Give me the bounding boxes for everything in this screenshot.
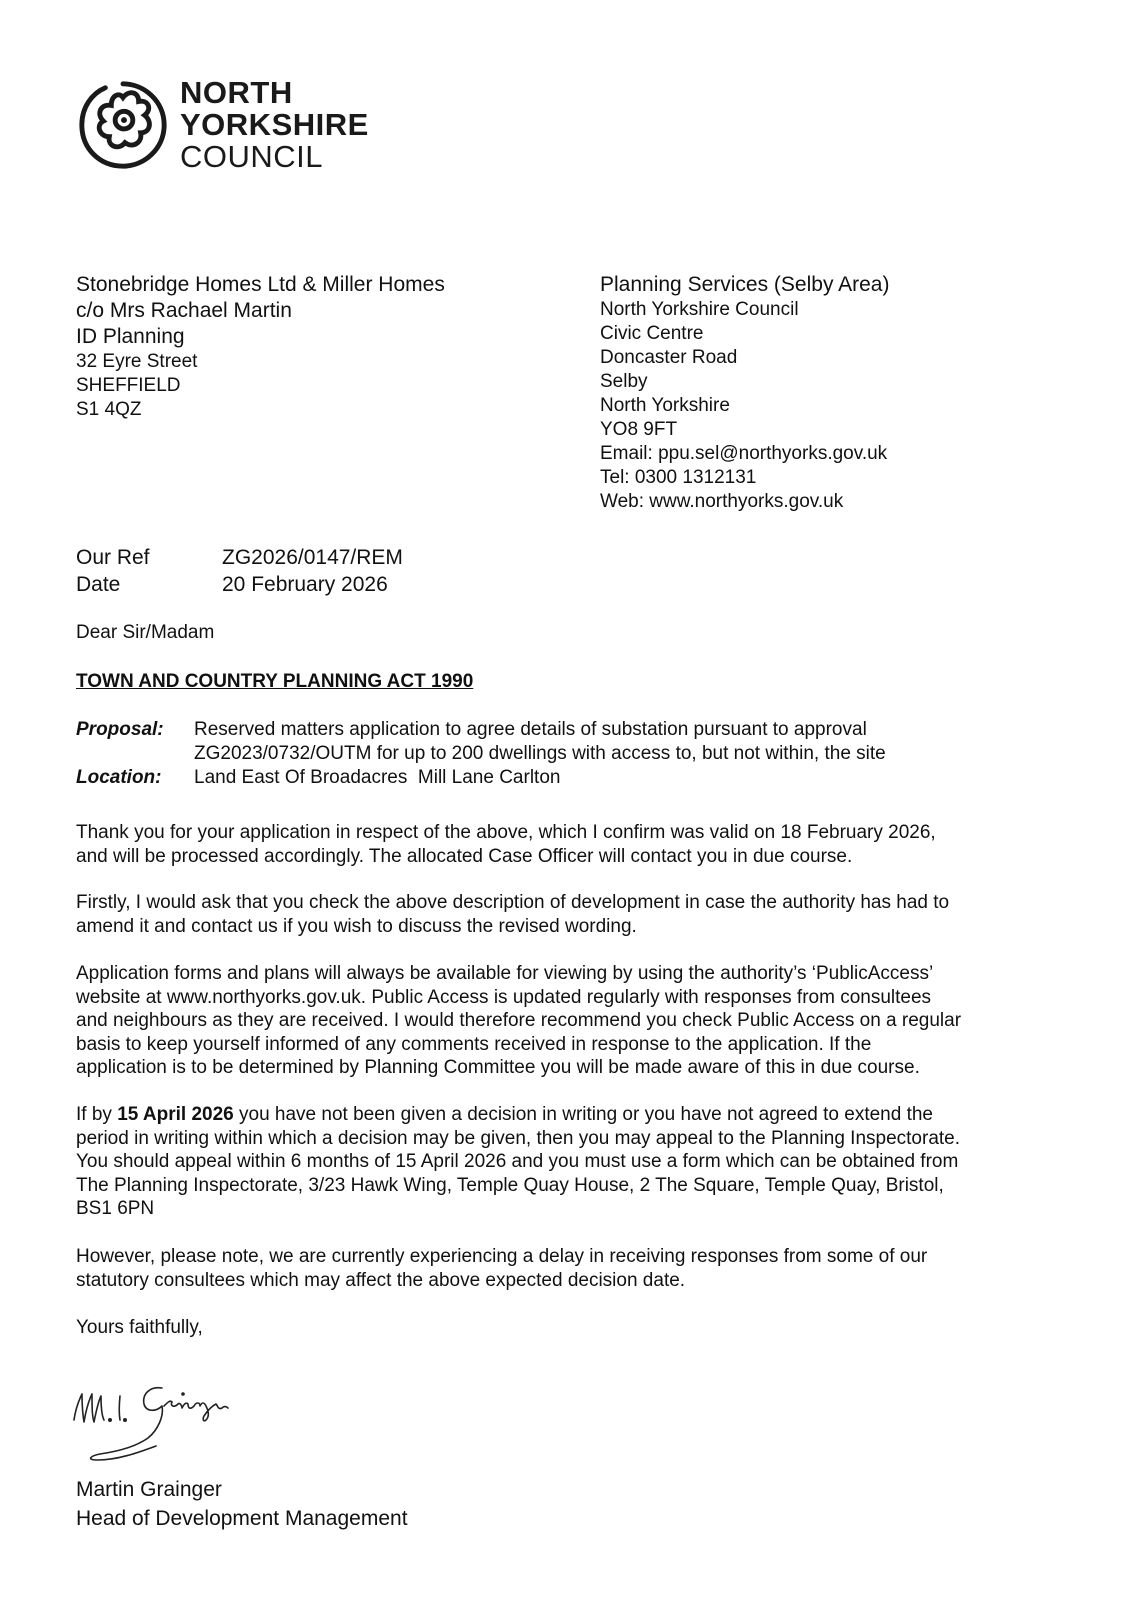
- paragraph-line: Thank you for your application in respect of the above, which I confirm was valid on 18 February 2026,: [76, 822, 936, 843]
- paragraph-public-access: [76, 962, 1076, 1080]
- recipient-line: SHEFFIELD: [76, 375, 181, 396]
- salutation: Dear Sir/Madam: [76, 622, 215, 643]
- letter-heading: TOWN AND COUNTRY PLANNING ACT 1990: [76, 671, 474, 692]
- council-logo: [74, 72, 394, 182]
- our-ref-value: ZG2026/0147/REM: [222, 546, 403, 569]
- paragraph-line: However, please note, we are currently experiencing a delay in receiving responses from some of our: [76, 1246, 928, 1267]
- paragraph-line: Application forms and plans will always be available for viewing by using the authority’s ‘PublicAccess’: [76, 963, 934, 984]
- paragraph-line: and neighbours as they are received. I would therefore recommend you check Public Access on a regular: [76, 1010, 962, 1031]
- sender-line: Civic Centre: [600, 323, 704, 344]
- paragraph-line: statutory consultees which may affect the above expected decision date.: [76, 1269, 686, 1291]
- sender-email: Email: ppu.sel@northyorks.gov.uk: [600, 443, 888, 464]
- decision-deadline-date: 15 April 2026: [117, 1104, 234, 1125]
- paragraph-line: The Planning Inspectorate, 3/23 Hawk Wing, Temple Quay House, 2 The Square, Temple Quay, Bristol,: [76, 1174, 944, 1196]
- closing: Yours faithfully,: [76, 1317, 203, 1338]
- signatory-title: Head of Development Management: [76, 1507, 408, 1530]
- recipient-address: [76, 272, 445, 422]
- our-ref-label: Our Ref: [76, 546, 150, 569]
- location-label: Location:: [76, 767, 162, 788]
- proposal-text-line: Reserved matters application to agree details of substation pursuant to approval: [194, 719, 867, 740]
- recipient-line: 32 Eyre Street: [76, 351, 198, 372]
- logo-text-north: NORTH: [180, 75, 293, 110]
- appeal-suffix: you have not been given a decision in writing or you have not agreed to extend the: [233, 1104, 933, 1125]
- paragraph-line: basis to keep yourself informed of any comments received in response to the application. If the: [76, 1033, 872, 1055]
- sender-line: North Yorkshire: [600, 395, 730, 416]
- sender-line: Doncaster Road: [600, 347, 738, 368]
- appeal-prefix: If by: [76, 1104, 118, 1125]
- sender-address: [600, 272, 889, 514]
- date-label: Date: [76, 573, 121, 596]
- paragraph-line: website at www.northyorks.gov.uk. Public Access is updated regularly with responses from consultees: [76, 986, 932, 1008]
- sender-line: Selby: [600, 371, 648, 392]
- proposal-text-line: ZG2023/0732/OUTM for up to 200 dwellings with access to, but not within, the site: [194, 743, 886, 764]
- proposal-block: [76, 718, 886, 790]
- signatory-name: Martin Grainger: [76, 1478, 222, 1501]
- paragraph-line: [76, 1103, 1076, 1127]
- paragraph-line: amend it and contact us if you wish to discuss the revised wording.: [76, 915, 637, 937]
- yorkshire-rose-icon: [74, 76, 172, 174]
- recipient-line: S1 4QZ: [76, 399, 142, 420]
- paragraph-validation: [76, 821, 1076, 868]
- paragraph-line: and will be processed accordingly. The allocated Case Officer will contact you in due course.: [76, 845, 853, 867]
- sender-line: Planning Services (Selby Area): [600, 273, 890, 296]
- location-value: Land East Of Broadacres Mill Lane Carlton: [194, 767, 561, 788]
- sender-phone: Tel: 0300 1312131: [600, 467, 757, 488]
- paragraph-description-check: [76, 891, 1076, 938]
- recipient-line: c/o Mrs Rachael Martin: [76, 299, 292, 322]
- sender-line: YO8 9FT: [600, 419, 678, 440]
- logo-text-yorkshire: YORKSHIRE: [180, 107, 369, 142]
- sender-web: Web: www.northyorks.gov.uk: [600, 491, 844, 512]
- recipient-line: Stonebridge Homes Ltd & Miller Homes: [76, 273, 445, 296]
- paragraph-line: BS1 6PN: [76, 1198, 155, 1219]
- paragraph-line: application is to be determined by Planning Committee you will be made aware of this in due course.: [76, 1057, 920, 1078]
- logo-text-council: COUNCIL: [180, 139, 324, 174]
- paragraph-line: period in writing within which a decision may be given, then you may appeal to the Planning Inspectorate.: [76, 1127, 961, 1149]
- handwritten-signature: [70, 1376, 270, 1476]
- paragraph-line: Firstly, I would ask that you check the above description of development in case the authority has had to: [76, 892, 950, 913]
- signoff-block: [76, 1475, 408, 1533]
- recipient-line: ID Planning: [76, 325, 185, 348]
- sender-line: North Yorkshire Council: [600, 299, 799, 320]
- date-value: 20 February 2026: [222, 573, 388, 596]
- paragraph-line: You should appeal within 6 months of 15 April 2026 and you must use a form which can be obtained from: [76, 1151, 959, 1172]
- proposal-label: Proposal:: [76, 719, 164, 740]
- paragraph-appeal: [76, 1103, 1076, 1221]
- reference-block: [76, 544, 403, 598]
- paragraph-delay: [76, 1245, 1076, 1292]
